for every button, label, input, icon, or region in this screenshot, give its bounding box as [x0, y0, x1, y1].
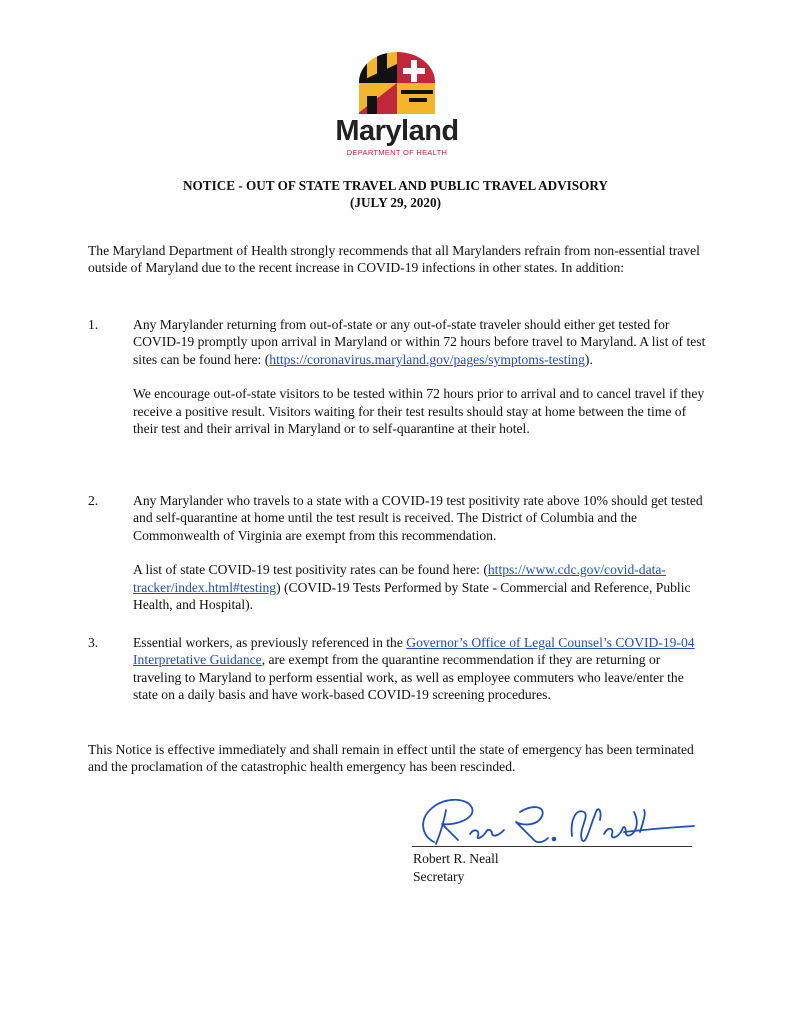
list-item-body — [133, 634, 708, 704]
cdc-data-tracker-link[interactable]: https://www.cdc.gov/covid-data-tracker/index.html#testing — [133, 562, 666, 595]
logo-department: DEPARTMENT OF HEALTH — [346, 148, 448, 157]
signatory-title: Secretary — [413, 869, 465, 884]
signature-line — [412, 846, 692, 847]
list-item-paragraph: Any Marylander who travels to a state with a COVID-19 test positivity rate above 10% should get tested and self-quarantine at home until the test result is received. The District of Columbia and the Commonwealth of Virginia are exempt from this recommendation. — [133, 493, 703, 543]
list-item-paragraph — [133, 561, 708, 613]
list-item-body — [133, 492, 708, 613]
list-item-paragraph: We encourage out-of-state visitors to be tested within 72 hours prior to arrival and to cancel travel if they receive a positive result. Visitors waiting for their test results should stay at home between the time of their test and their arrival in Maryland or to self-quarantine at their hotel. — [133, 386, 705, 437]
handwritten-signature — [412, 790, 702, 850]
signatory-name: Robert R. Neall — [413, 851, 499, 866]
intro-paragraph: The Maryland Department of Health strongly recommends that all Marylanders refrain from non-essential travel outside of Maryland due to the recent increase in COVID-19 infections in other states. In addition: — [88, 243, 700, 276]
paragraph-text: , are exempt from the quarantine recommendation if they are returning or traveling to Maryland to perform essential work, as well as employee commuters who leave/enter the state on a daily basis and have work-based COVID-19 screening procedures. — [133, 652, 684, 703]
list-item-number: 1. — [88, 317, 99, 332]
list-item-number: 3. — [88, 635, 99, 650]
legal-counsel-guidance-link[interactable]: Governor’s Office of Legal Counsel’s COVID-19-04 Interpretative Guidance — [133, 635, 695, 668]
maryland-health-logo — [322, 52, 472, 157]
paragraph-text: ). — [584, 351, 593, 367]
list-item-paragraph — [133, 316, 708, 368]
paragraph-text: ) (COVID-19 Tests Performed by State - Commercial and Reference, Public Health, and Hospital). — [133, 579, 691, 613]
list-item-number: 2. — [88, 493, 99, 508]
logo-wordmark: Maryland — [335, 115, 459, 147]
list-item-paragraph — [133, 634, 708, 704]
notice-title-line1: NOTICE - OUT OF STATE TRAVEL AND PUBLIC TRAVEL ADVISORY — [183, 178, 608, 193]
paragraph-text: Any Marylander returning from out-of-state or any out-of-state traveler should either get tested for COVID-19 promptly upon arrival in Maryland or within 72 hours before travel to Maryland. A list of test sites can be found here: ( — [133, 317, 706, 367]
testing-sites-link[interactable]: https://coronavirus.maryland.gov/pages/symptoms-testing — [269, 351, 585, 367]
notice-title-date: (JULY 29, 2020) — [350, 195, 441, 210]
notice-title — [0, 177, 791, 211]
paragraph-text: A list of state COVID-19 test positivity rates can be found here: ( — [133, 562, 488, 578]
closing-paragraph: This Notice is effective immediately and shall remain in effect until the state of emergency has been terminated and the proclamation of the catastrophic health emergency has been rescinded. — [88, 742, 694, 775]
list-item-body — [133, 316, 708, 437]
paragraph-text: Essential workers, as previously referenced in the — [133, 635, 407, 650]
maryland-flag-mark-icon — [357, 52, 437, 114]
